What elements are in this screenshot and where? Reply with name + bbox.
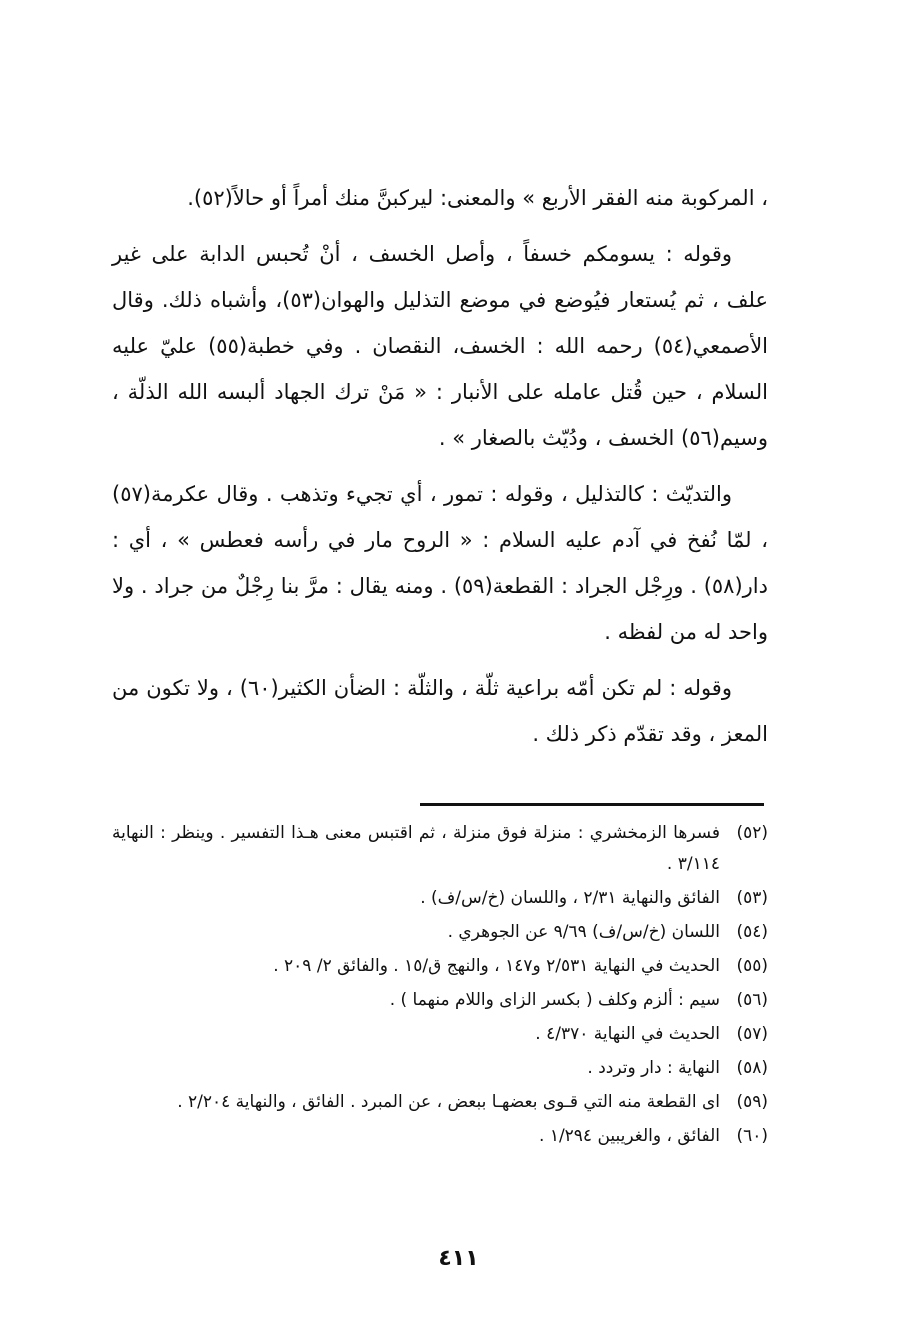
footnote-number: (٥٣) bbox=[736, 888, 768, 908]
footnote-text: سيم : ألزم وكلف ( بكسر الزاى واللام منهما ) . bbox=[389, 990, 720, 1010]
footnote-57 bbox=[112, 1019, 768, 1050]
footnotes bbox=[112, 818, 768, 1155]
footnote-text: الحديث في النهاية ٤/٣٧٠ . bbox=[535, 1024, 720, 1044]
footnote-text: اللسان (خ/س/ف) ٩/٦٩ عن الجوهري . bbox=[447, 922, 720, 942]
footnote-number: (٥٦) bbox=[736, 990, 768, 1010]
footnote-number: (٥٤) bbox=[736, 922, 768, 942]
footnote-55 bbox=[112, 951, 768, 982]
footnote-56 bbox=[112, 985, 768, 1016]
footnote-number: (٥٥) bbox=[736, 956, 768, 976]
main-text bbox=[112, 175, 768, 757]
footnote-text: فسرها الزمخشري : منزلة فوق منزلة ، ثم اقتبس معنى هـذا التفسير . وينظر : النهاية ٣/١١٤ . bbox=[112, 823, 720, 874]
footnote-number: (٥٩) bbox=[736, 1092, 768, 1112]
footnote-number: (٥٢) bbox=[736, 823, 768, 843]
footnote-text: الفائق والنهاية ٢/٣١ ، واللسان (خ/س/ف) . bbox=[420, 888, 720, 908]
footnote-60 bbox=[112, 1121, 768, 1152]
footnote-text: الفائق ، والغريبين ١/٢٩٤ . bbox=[539, 1126, 720, 1146]
page-number: ٤١١ bbox=[438, 1246, 479, 1271]
footnote-text: النهاية : دار وتردد . bbox=[587, 1058, 720, 1078]
footnote-text: اى القطعة منه التي قـوى بعضهـا ببعض ، عن المبرد . الفائق ، والنهاية ٢/٢٠٤ . bbox=[177, 1092, 720, 1112]
paragraph-2: وقوله : يسومكم خسفاً ، وأصل الخسف ، أنْ تُحبس الدابة على غير علف ، ثم يُستعار فيُوضع في موضع التذليل والهوان(٥٣)، وأشباه ذلك. وقال الأصمعي(٥٤) رحمه الله : الخسف، النقصان . وفي خطبة(٥٥) عليّ عليه السلام ، حين قُتل عامله على الأنبار : « مَنْ ترك الجهاد ألبسه الله الذلّة ، وسيم(٥٦) الخسف ، ودُيّث بالصغار » . bbox=[112, 242, 769, 450]
footnote-number: (٦٠) bbox=[736, 1126, 768, 1146]
footnote-58 bbox=[112, 1053, 768, 1084]
footnote-54 bbox=[112, 917, 768, 948]
footnote-52 bbox=[112, 818, 768, 880]
paragraph-4: وقوله : لم تكن أمّه براعية ثلّة ، والثلّة : الضأن الكثير(٦٠) ، ولا تكون من المعز ، وقد تقدّم ذكر ذلك . bbox=[112, 676, 768, 746]
footnote-53 bbox=[112, 883, 768, 914]
paragraph-3: والتديّث : كالتذليل ، وقوله : تمور ، أي تجيء وتذهب . وقال عكرمة(٥٧) ، لمّا نُفخ في آدم عليه السلام : « الروح مار في رأسه فعطس » ، أي : دار(٥٨) . ورِجْل الجراد : القطعة(٥٩) . ومنه يقال : مرَّ بنا رِجْلٌ من جراد . ولا واحد له من لفظه . bbox=[112, 482, 768, 644]
footnote-number: (٥٧) bbox=[736, 1024, 768, 1044]
footnote-number: (٥٨) bbox=[736, 1058, 768, 1078]
paragraph-1: ، المركوبة منه الفقر الأربع » والمعنى: ليركبنَّ منك أمراً أو حالاً(٥٢). bbox=[187, 186, 768, 210]
footnote-text: الحديث في النهاية ٢/٥٣١ و١٤٧ ، والنهج ق/١٥ . والفائق ٢/ ٢٠٩ . bbox=[273, 956, 720, 976]
footnote-59 bbox=[112, 1087, 768, 1118]
footnote-separator bbox=[420, 803, 764, 806]
